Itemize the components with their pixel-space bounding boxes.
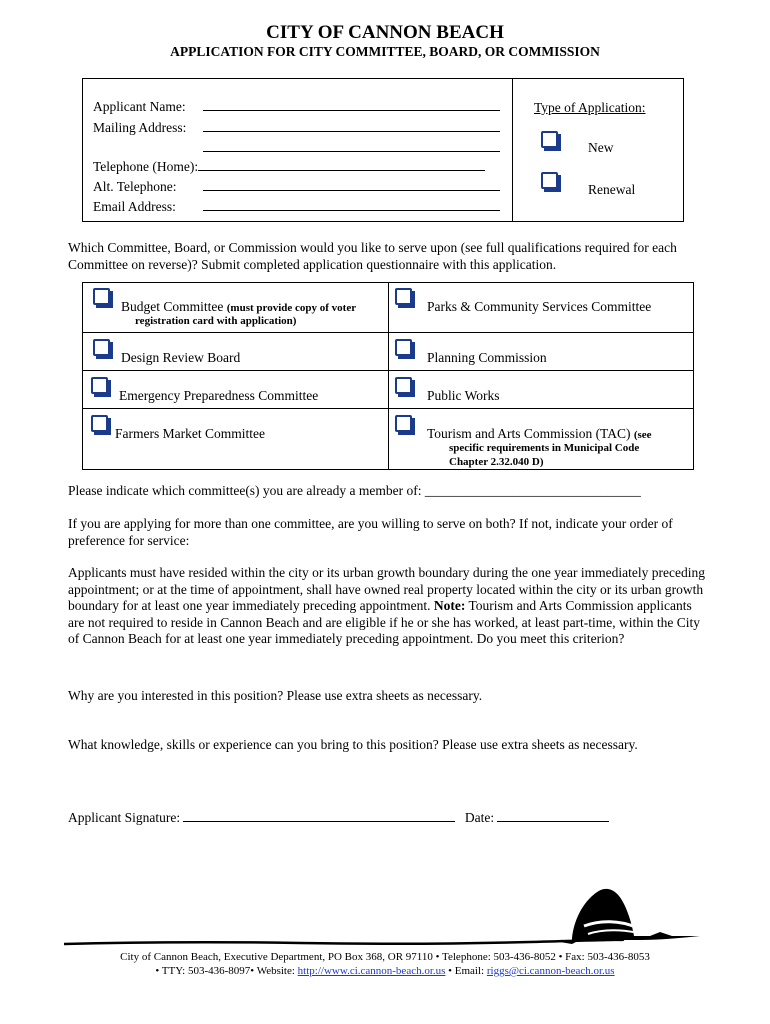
planning-checkbox[interactable] — [395, 339, 412, 356]
alt-telephone-label: Alt. Telephone: — [93, 179, 177, 194]
emergency-checkbox[interactable] — [91, 377, 108, 394]
date-field[interactable] — [497, 810, 609, 822]
tourism-checkbox[interactable] — [395, 415, 412, 432]
page-title: CITY OF CANNON BEACH — [266, 22, 504, 43]
telephone-home-label: Telephone (Home): — [93, 159, 199, 174]
committee-table — [82, 282, 694, 470]
mailing-address-field-2[interactable] — [203, 140, 500, 152]
budget-label: Budget Committee (must provide copy of voter — [121, 299, 357, 314]
budget-note-2: registration card with application) — [135, 315, 297, 327]
tourism-label: Tourism and Arts Commission (TAC) (see — [427, 426, 652, 441]
signature-row — [68, 810, 609, 826]
residency-text-2: Tourism and Arts Commission applicants are not required to reside in Cannon Beach and are eligible if he or she has worked, at least part-time, within the City of Cannon Beach for at least one year immediately preceding appointment. Do you meet this criterion? — [68, 598, 701, 646]
footer-address: City of Cannon Beach, Executive Department, PO Box 368, OR 97110 • Telephone: 503-436-8052 • Fax: 503-436-8053 — [120, 951, 650, 963]
budget-note: (must provide copy of voter — [226, 302, 357, 314]
committee-cell-emergency — [82, 370, 389, 409]
alt-telephone-field[interactable] — [203, 179, 500, 191]
more-than-one-question: If you are applying for more than one committee, are you willing to serve on both? If not, indicate your order of preference for service: — [68, 516, 673, 548]
member-of-question: Please indicate which committee(s) you are already a member of: ________________________________ — [68, 483, 641, 498]
page-subtitle: APPLICATION FOR CITY COMMITTEE, BOARD, OR COMMISSION — [170, 44, 600, 59]
tourism-note-3: Chapter 2.32.040 D) — [449, 456, 544, 468]
committee-cell-design — [82, 332, 389, 371]
mailing-address-field[interactable] — [203, 120, 500, 132]
signature-label: Applicant Signature: — [68, 810, 181, 825]
applicant-name-label: Applicant Name: — [93, 99, 186, 114]
parks-checkbox[interactable] — [395, 288, 412, 305]
committee-cell-planning — [388, 332, 694, 371]
parks-label: Parks & Community Services Committee — [427, 299, 652, 314]
application-type-heading: Type of Application: — [534, 100, 646, 115]
mailing-address-row-2 — [93, 140, 500, 156]
footer-email-label: • Email: — [445, 965, 487, 977]
budget-checkbox[interactable] — [93, 288, 110, 305]
committee-question: Which Committee, Board, or Commission would you like to serve upon (see full qualifications required for each Committee on reverse)? Submit completed application questionnaire with this application. — [68, 240, 677, 272]
email-address-label: Email Address: — [93, 199, 176, 214]
committee-cell-parks — [388, 282, 694, 333]
footer-contact — [100, 964, 670, 978]
tourism-note: (see — [633, 429, 652, 441]
design-checkbox[interactable] — [93, 339, 110, 356]
committee-cell-farmers — [82, 408, 389, 470]
residency-text-1: Applicants must have resided within the city or its urban growth boundary during the one year immediately preceding appointment; or at the time of appointment, shall have owned real property located within the city or its urban growth boundary for at least one year immediately preceding appointment. — [68, 565, 705, 613]
box-divider — [512, 79, 513, 221]
new-checkbox[interactable] — [541, 131, 558, 148]
email-address-row — [93, 199, 500, 215]
farmers-label: Farmers Market Committee — [115, 426, 265, 441]
residency-paragraph — [68, 565, 708, 648]
date-label: Date: — [464, 810, 495, 825]
mailing-address-label: Mailing Address: — [93, 120, 187, 135]
why-interested-question: Why are you interested in this position? Please use extra sheets as necessary. — [68, 688, 483, 703]
public-works-label: Public Works — [427, 388, 500, 403]
telephone-home-row — [93, 159, 485, 175]
design-label: Design Review Board — [121, 350, 241, 365]
footer-rule — [64, 940, 623, 944]
planning-label: Planning Commission — [427, 350, 547, 365]
signature-field[interactable] — [183, 810, 455, 822]
applicant-info-box — [82, 78, 684, 222]
footer-tty: • TTY: 503-436-8097• Website: — [155, 965, 298, 977]
new-option-label: New — [588, 140, 614, 155]
knowledge-question: What knowledge, skills or experience can you bring to this position? Please use extra sheets as necessary. — [68, 737, 638, 752]
website-link[interactable]: http://www.ci.cannon-beach.or.us — [297, 965, 446, 977]
email-address-field[interactable] — [203, 199, 500, 211]
footer — [100, 950, 670, 978]
farmers-checkbox[interactable] — [91, 415, 108, 432]
public-works-checkbox[interactable] — [395, 377, 412, 394]
committee-cell-public-works — [388, 370, 694, 409]
committee-cell-budget — [82, 282, 389, 333]
renewal-checkbox[interactable] — [541, 172, 558, 189]
renewal-option-label: Renewal — [588, 182, 636, 197]
haystack-rock-logo — [560, 889, 700, 944]
residency-note-label: Note: — [433, 598, 466, 613]
committee-cell-tourism — [388, 408, 694, 470]
applicant-name-field[interactable] — [203, 99, 500, 111]
alt-telephone-row — [93, 179, 500, 195]
telephone-home-field[interactable] — [198, 159, 485, 171]
email-link[interactable]: riggs@ci.cannon-beach.or.us — [486, 965, 615, 977]
mailing-address-row — [93, 120, 500, 136]
applicant-name-row — [93, 99, 500, 115]
tourism-note-2: specific requirements in Municipal Code — [449, 442, 640, 454]
footer-rule-and-logo — [60, 880, 720, 950]
emergency-label: Emergency Preparedness Committee — [119, 388, 319, 403]
